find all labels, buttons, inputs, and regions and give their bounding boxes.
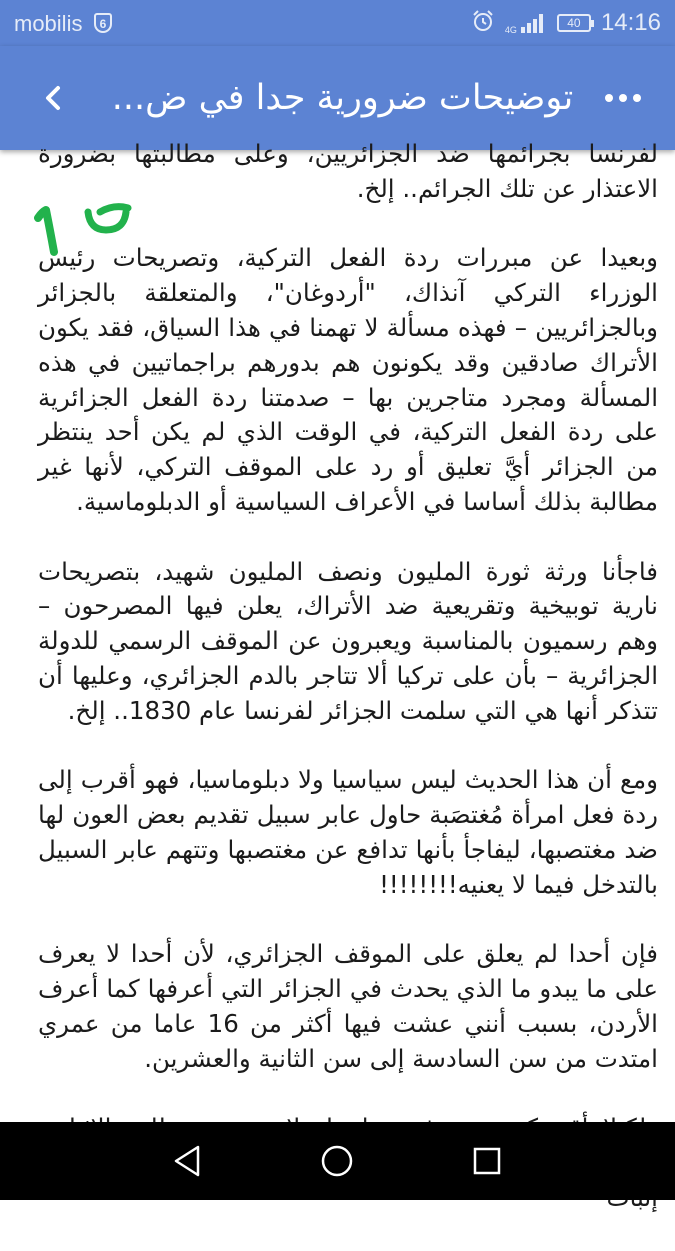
signal-strength-icon	[505, 11, 547, 35]
more-options-button[interactable]	[601, 76, 645, 120]
page-title: توضيحات ضرورية جدا في ض...	[111, 78, 574, 118]
status-bar	[0, 0, 675, 46]
nav-back-button[interactable]	[166, 1139, 210, 1183]
article-content[interactable]	[0, 139, 675, 1122]
navigation-bar	[0, 1122, 675, 1200]
triangle-back-icon	[166, 1139, 210, 1183]
article-paragraph: فإن أحدا لم يعلق على الموقف الجزائري، لأن أحدا لا يعرف على ما يبدو ما الذي يحدث في الجزائر التي أعرفها كما أعرف الأردن، بسبب أنني عشت فيها أكثر من 16 عاما من عمري امتدت من سن السادسة إلى سن الثانية والعشرين.	[38, 939, 658, 1073]
article-paragraph: لفرنسا بجرائمها ضد الجزائريين، وعلى مطالبتها بضرورة الاعتذار عن تلك الجرائم.. إلخ.	[38, 139, 658, 203]
square-recents-icon	[465, 1139, 509, 1183]
nav-home-button[interactable]	[315, 1139, 359, 1183]
article-paragraph: فاجأنا ورثة ثورة المليون ونصف المليون شهيد، بتصريحات نارية توبيخية وتقريعية ضد الأتراك، يعلن فيها المصرحون – وهم رسميون بالمناسبة ويعبرون عن الموقف الرسمي للدولة الجزائرية – بأن على تركيا ألا تتاجر بالدم الجزائري، وعليها أن تتذكر أنها هي التي سلمت الجزائر لفرنسا عام 1830.. إلخ.	[38, 556, 658, 725]
chevron-left-icon	[34, 76, 74, 120]
carrier-name: mobilis	[14, 11, 83, 36]
alarm-clock-icon	[471, 9, 495, 38]
app-bar	[0, 46, 675, 150]
handwritten-annotation	[28, 190, 148, 270]
back-button[interactable]	[34, 76, 74, 120]
carrier-badge: 6	[94, 13, 112, 33]
article-body	[38, 137, 658, 1251]
article-paragraph: ومع أن هذا الحديث ليس سياسيا ولا دبلوماسيا، فهو أقرب إلى ردة فعل امرأة مُغتصَبة حاول عابر سبيل تقديم بعض العون لها ضد مغتصبها، ليفاجأ بأنها تدافع عن مغتصبها وتتهم عابر السبيل بالتدخل فيما لا يعنيه!!!!!!!!	[38, 765, 658, 899]
clock: 14:16	[600, 9, 661, 36]
status-icons	[471, 9, 661, 37]
nav-recents-button[interactable]	[465, 1139, 509, 1183]
network-type: 4G	[504, 25, 517, 35]
circle-home-icon	[315, 1139, 359, 1183]
battery-icon: 40	[557, 14, 591, 32]
more-horizontal-icon	[601, 76, 645, 120]
article-paragraph: وبعيدا عن مبررات ردة الفعل التركية، وتصريحات رئيس الوزراء التركي آنذاك، "أردوغان"، والمتعلقة بالجزائر وبالجزائريين – فهذه مسألة لا تهمنا في هذا السياق، فقد يكون الأتراك صادقين وقد يكونون هم بدورهم براجماتيين في هذه المسألة ومجرد متاجرين بها – صدمتنا ردة الفعل الجزائرية على ردة الفعل التركية، في الوقت الذي لم يكن أحد ينتظر من الجزائر أيَّ تعليق أو رد على الموقف التركي، لأنها غير مطالبة بذلك أساسا في الأعراف السياسية أو الدبلوماسية.	[38, 243, 658, 516]
